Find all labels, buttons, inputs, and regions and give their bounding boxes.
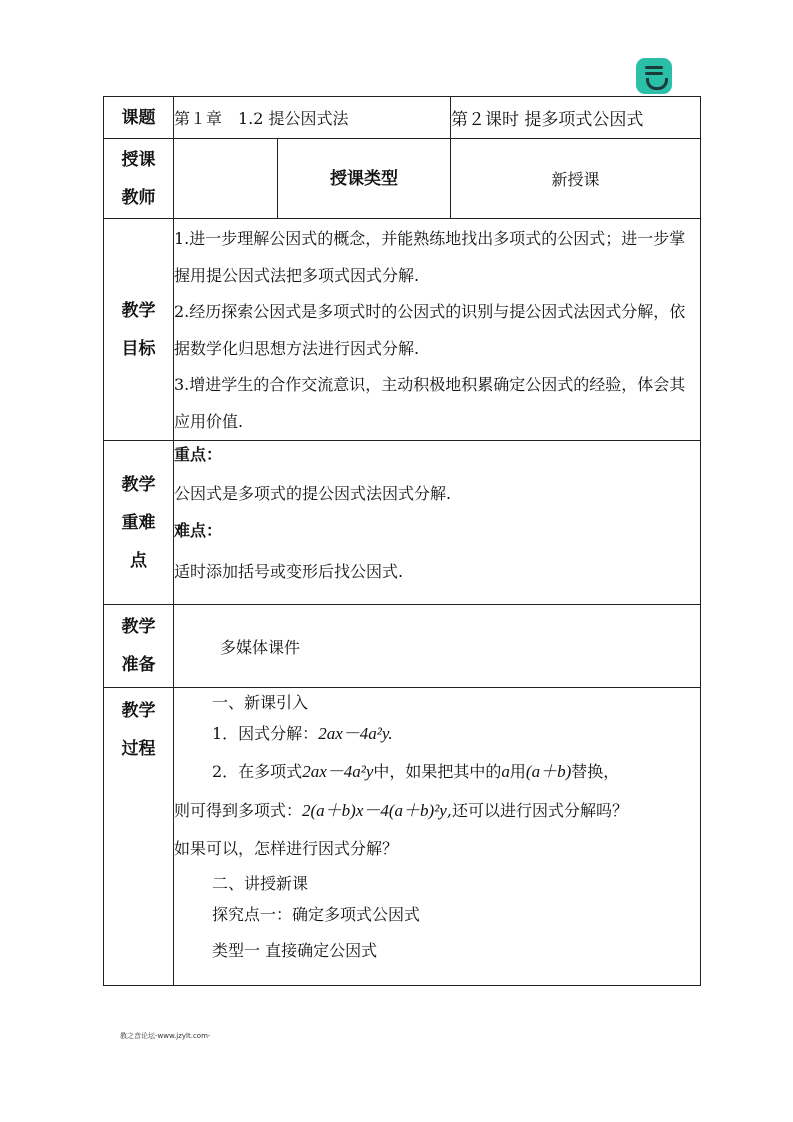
lesson-plan-table — [103, 96, 701, 986]
question-1: 1．因式分解：2ax－4a²y. — [212, 724, 393, 743]
teacher-label: 授课教师 — [104, 139, 174, 219]
question-2-cont: 则可得到多项式：2(a＋b)x－4(a＋b)²y,还可以进行因式分解吗？ — [174, 801, 628, 820]
row-prep — [104, 605, 701, 688]
type-value: 新授课 — [451, 139, 701, 219]
objectives-label: 教学目标 — [104, 219, 174, 441]
prep-label: 教学准备 — [104, 605, 174, 688]
prep-text: 多媒体课件 — [174, 605, 701, 688]
section-intro: 一、新课引入 — [212, 693, 309, 712]
difficult-heading: 难点： — [174, 521, 223, 540]
row-topic — [104, 97, 701, 139]
key-text: 公因式是多项式的提公因式法因式分解. — [174, 484, 452, 503]
topic-value: 第１章 1.2 提公因式法 — [174, 97, 451, 139]
row-process — [104, 688, 701, 986]
keypoints-label: 教学重难点 — [104, 441, 174, 605]
type-label: 授课类型 — [278, 139, 451, 219]
math-expression: (a＋b) — [525, 762, 572, 781]
row-objectives — [104, 219, 701, 441]
lesson-value: 第２课时 提多项式公因式 — [451, 97, 701, 139]
footer-text: 教之音论坛-www.jzylt.com- — [120, 1032, 211, 1040]
row-keypoints — [104, 441, 701, 605]
question-2-end: 如果可以，怎样进行因式分解？ — [174, 839, 399, 858]
explore-point: 探究点一：确定多项式公因式 — [212, 905, 421, 924]
type-heading: 类型一 直接确定公因式 — [212, 941, 378, 960]
process-label: 教学过程 — [104, 688, 174, 986]
math-expression: 2ax－4a²y — [302, 762, 374, 781]
difficult-text: 适时添加括号或变形后找公因式. — [174, 562, 404, 581]
objective-item: 2.经历探索公因式是多项式时的公因式的识别与提公因式法因式分解，依据数学化归思想方法进行因式分解. — [174, 302, 686, 358]
teacher-value — [174, 139, 278, 219]
key-heading: 重点： — [174, 445, 223, 464]
topic-label: 课题 — [104, 97, 174, 139]
math-expression: a — [501, 762, 510, 781]
question-2: 2．在多项式2ax－4a²y中，如果把其中的a用(a＋b)替换， — [212, 762, 620, 781]
section-teach: 二、讲授新课 — [212, 874, 309, 893]
logo-icon — [636, 58, 672, 94]
row-teacher — [104, 139, 701, 219]
objective-item: 3.增进学生的合作交流意识，主动积极地积累确定公因式的经验，体会其应用价值. — [174, 375, 686, 431]
objective-item: 1.进一步理解公因式的概念，并能熟练地找出多项式的公因式；进一步掌握用提公因式法把多项式因式分解. — [174, 229, 686, 285]
math-expression: 2(a＋b)x－4(a＋b)²y — [302, 801, 447, 820]
math-expression: 2ax－4a²y. — [318, 724, 393, 743]
